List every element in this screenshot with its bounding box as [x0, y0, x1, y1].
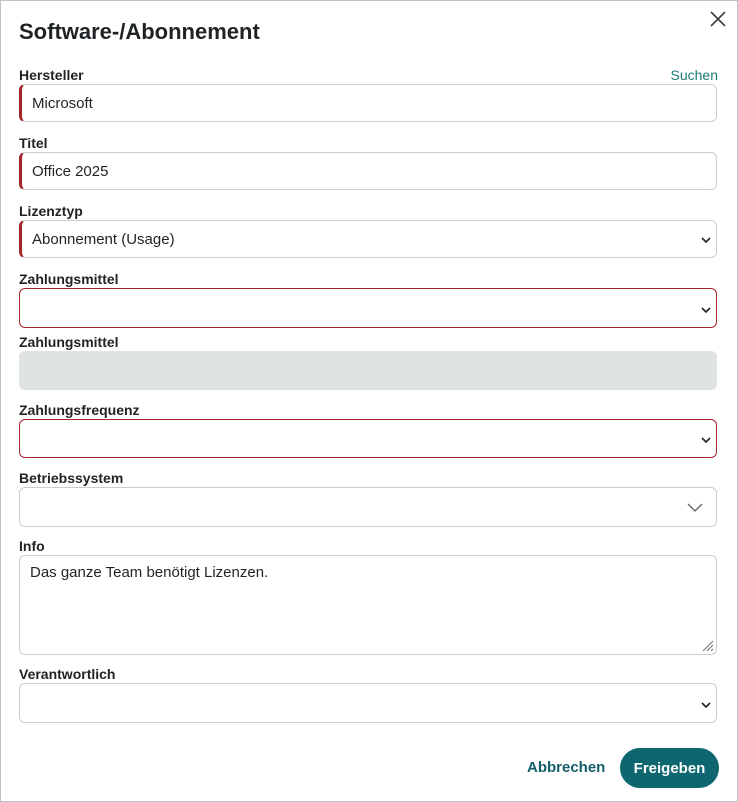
- verantwortlich-label: Verantwortlich: [19, 666, 116, 682]
- info-value: Das ganze Team benötigt Lizenzen.: [30, 564, 269, 581]
- dialog-title: Software-/Abonnement: [19, 19, 260, 44]
- search-link[interactable]: Suchen: [670, 67, 718, 83]
- zahlungsmittel-readonly-label: Zahlungsmittel: [19, 334, 119, 350]
- hersteller-label: Hersteller: [19, 67, 84, 83]
- cancel-button[interactable]: Abbrechen: [527, 759, 606, 776]
- hersteller-input[interactable]: [19, 84, 717, 122]
- chevron-down-icon: [700, 233, 712, 245]
- titel-label: Titel: [19, 135, 48, 151]
- submit-button[interactable]: Freigeben: [620, 748, 719, 788]
- zahlungsmittel-select[interactable]: [19, 288, 717, 328]
- resize-handle-icon[interactable]: [700, 638, 714, 652]
- titel-input[interactable]: [19, 152, 717, 190]
- close-icon[interactable]: [707, 8, 729, 30]
- lizenztyp-label: Lizenztyp: [19, 203, 83, 219]
- zahlungsfrequenz-label: Zahlungsfrequenz: [19, 402, 140, 418]
- betriebssystem-label: Betriebssystem: [19, 470, 124, 486]
- info-textarea[interactable]: [19, 555, 717, 655]
- info-label: Info: [19, 538, 45, 554]
- zahlungsmittel-label: Zahlungsmittel: [19, 271, 119, 287]
- hersteller-value: Microsoft: [32, 94, 93, 112]
- chevron-down-icon: [700, 698, 712, 710]
- lizenztyp-select[interactable]: [19, 220, 717, 258]
- titel-value: Office 2025: [32, 162, 109, 180]
- zahlungsfrequenz-select[interactable]: [19, 419, 717, 458]
- betriebssystem-select[interactable]: [19, 487, 717, 527]
- zahlungsmittel-readonly-field: [19, 351, 717, 390]
- chevron-down-icon: [686, 500, 704, 514]
- verantwortlich-select[interactable]: [19, 683, 717, 723]
- chevron-down-icon: [700, 433, 712, 445]
- lizenztyp-value: Abonnement (Usage): [32, 230, 175, 248]
- chevron-down-icon: [700, 303, 712, 315]
